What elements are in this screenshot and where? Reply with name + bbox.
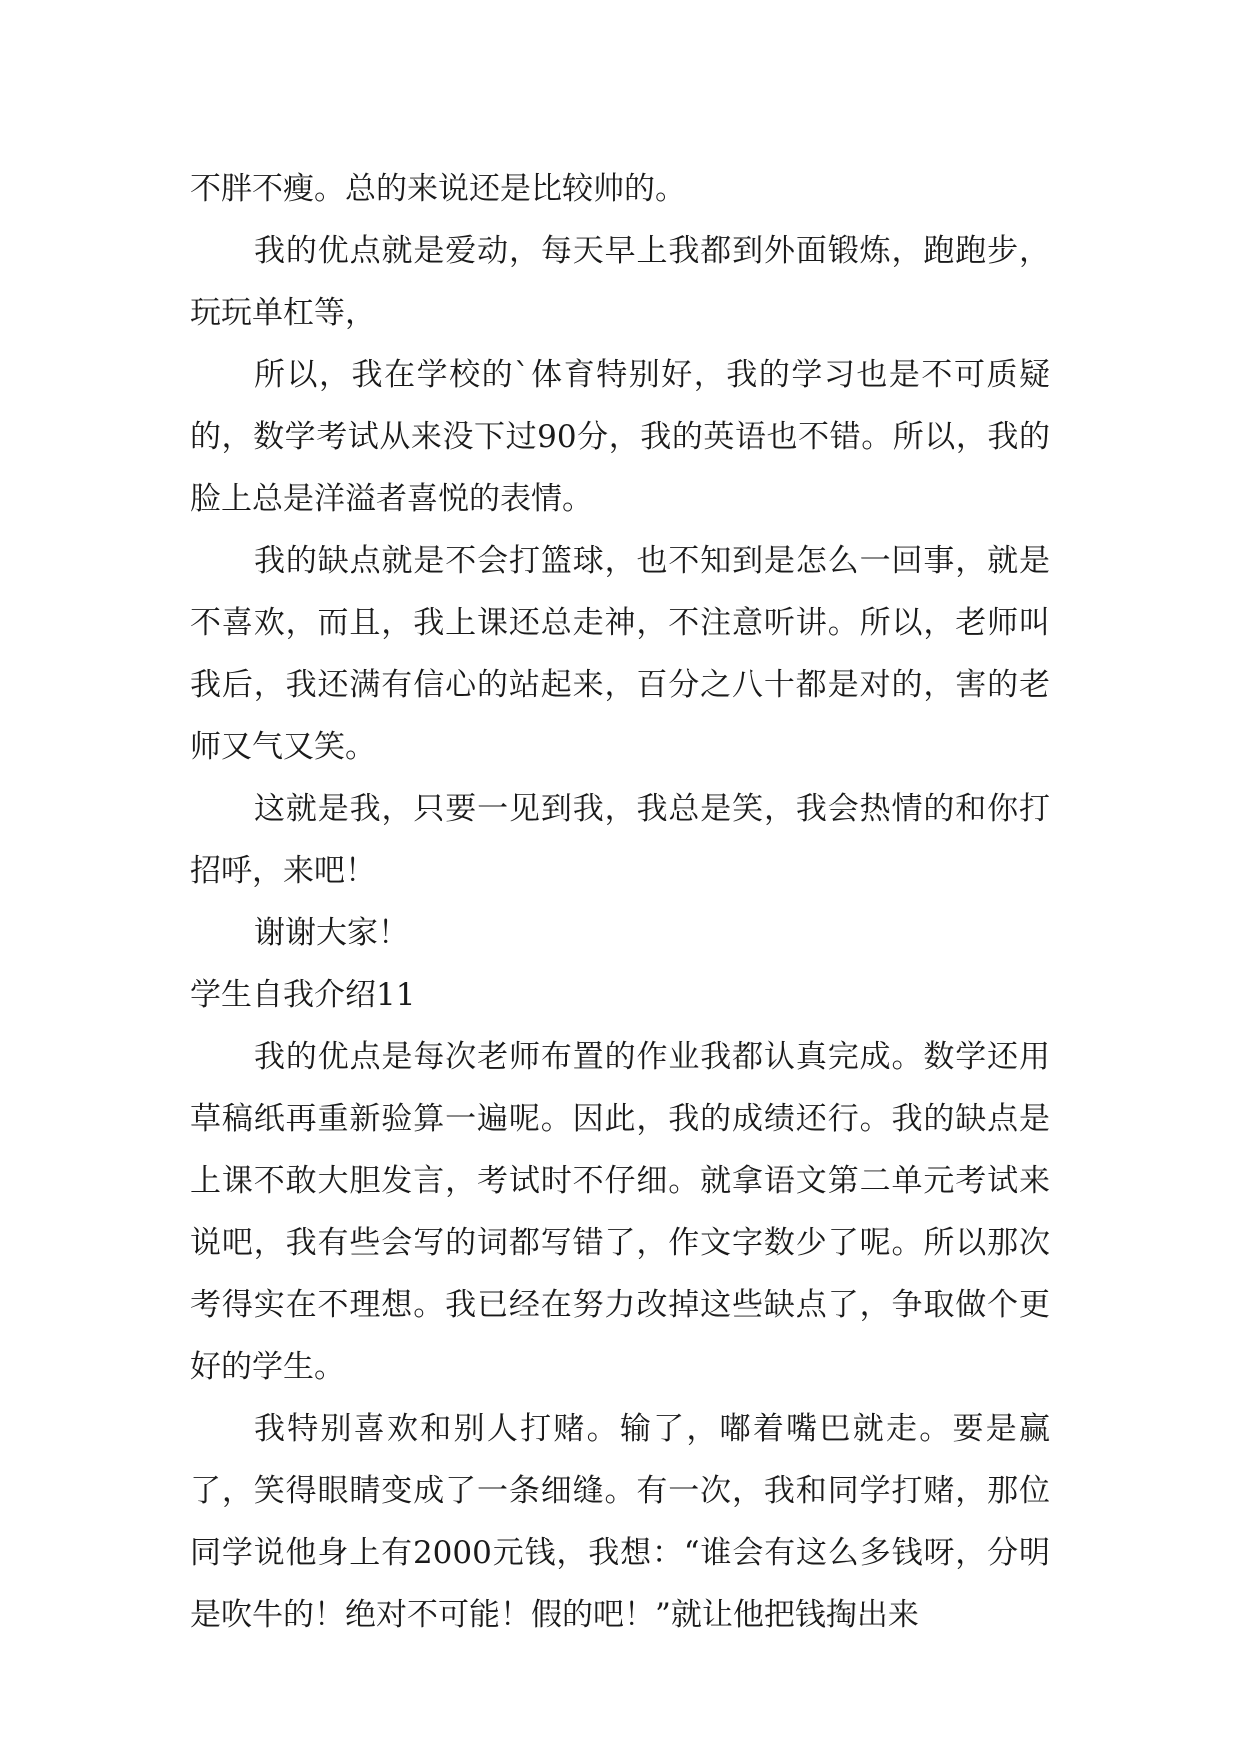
paragraph: 这就是我，只要一见到我，我总是笑，我会热情的和你打招呼，来吧！ [190, 791, 1050, 889]
document-body [190, 158, 1050, 1646]
paragraph: 不胖不瘦。总的来说还是比较帅的。 [190, 171, 686, 207]
paragraph: 谢谢大家！ [254, 915, 409, 951]
section-title: 学生自我介绍11 [190, 977, 416, 1013]
paragraph: 我特别喜欢和别人打赌。输了，嘟着嘴巴就走。要是赢了，笑得眼睛变成了一条细缝。有一次，我和同学打赌，那位同学说他身上有2000元钱，我想：“谁会有这么多钱呀，分明是吹牛的！绝对不可能！假的吧！”就让他把钱掏出来 [190, 1411, 1050, 1633]
paragraph: 我的优点就是爱动，每天早上我都到外面锻炼，跑跑步，玩玩单杠等， [190, 233, 1050, 331]
paragraph: 所以，我在学校的`体育特别好，我的学习也是不可质疑的，数学考试从来没下过90分，我的英语也不错。所以，我的脸上总是洋溢者喜悦的表情。 [190, 357, 1050, 517]
paragraph: 我的缺点就是不会打篮球，也不知到是怎么一回事，就是不喜欢，而且，我上课还总走神，不注意听讲。所以，老师叫我后，我还满有信心的站起来，百分之八十都是对的，害的老师又气又笑。 [190, 543, 1050, 765]
paragraph: 我的优点是每次老师布置的作业我都认真完成。数学还用草稿纸再重新验算一遍呢。因此，我的成绩还行。我的缺点是上课不敢大胆发言，考试时不仔细。就拿语文第二单元考试来说吧，我有些会写的词都写错了，作文字数少了呢。所以那次考得实在不理想。我已经在努力改掉这些缺点了，争取做个更好的学生。 [190, 1039, 1050, 1385]
